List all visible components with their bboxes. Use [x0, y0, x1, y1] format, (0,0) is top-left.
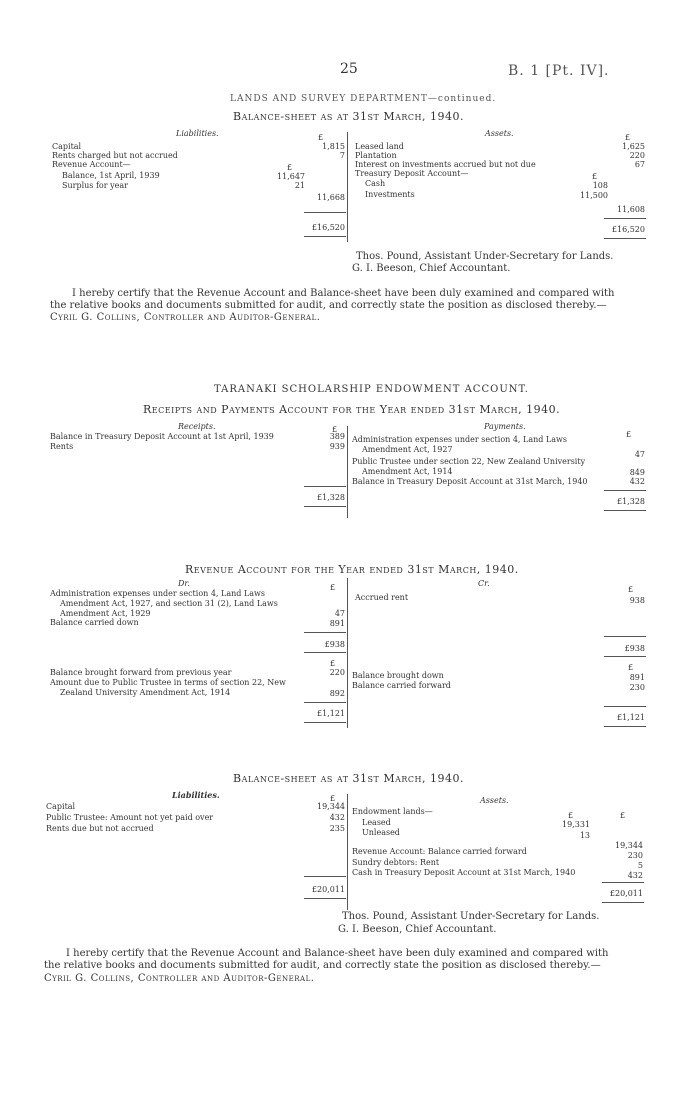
currency-symbol: £ — [628, 585, 634, 594]
ledger-label: Surplus for year — [62, 181, 128, 190]
currency-symbol: £ — [330, 659, 336, 668]
certificate-text: I hereby certify that the Revenue Account and Balance-sheet have been duly examined and compared with — [66, 948, 609, 959]
ledger-value: 5 — [637, 861, 643, 870]
ledger-label: Treasury Deposit Account— — [355, 169, 469, 178]
ledger-value: 432 — [627, 871, 643, 880]
ledger-value: 432 — [329, 813, 345, 822]
currency-symbol: £ — [626, 430, 632, 439]
ledger-label: Administration expenses under section 4, Land Laws — [50, 589, 265, 598]
ledger-label: Balance brought down — [352, 671, 444, 680]
ledger-label: Interest on investments accrued but not due — [355, 160, 536, 169]
ledger-value: 11,647 — [277, 172, 305, 181]
liabilities-heading: Liabilities. — [176, 129, 219, 138]
currency-symbol: £ — [592, 172, 598, 181]
ledger-label: Rents charged but not accrued — [52, 151, 178, 160]
assets-heading: Assets. — [480, 796, 509, 805]
ledger-label: Public Trustee: Amount not yet paid over — [46, 813, 214, 822]
ledger-label: Revenue Account: Balance carried forward — [352, 847, 527, 856]
ledger-subtotal: 11,608 — [617, 205, 645, 214]
rule — [304, 876, 346, 877]
ledger-value: 389 — [329, 432, 345, 441]
column-divider — [347, 426, 348, 518]
certificate-text: I hereby certify that the Revenue Account and Balance-sheet have been duly examined and compared with — [72, 288, 615, 299]
ledger-value: 13 — [579, 831, 590, 840]
ledger-value: 108 — [592, 181, 608, 190]
signature-line: G. I. Beeson, Chief Accountant. — [338, 924, 497, 935]
rule — [304, 236, 346, 237]
ledger-value: 47 — [334, 609, 345, 618]
ledger-label: Leased land — [355, 142, 404, 151]
rule — [602, 882, 644, 883]
payments-heading: Payments. — [484, 422, 526, 431]
currency-symbol: £ — [330, 794, 336, 803]
ledger-value: 891 — [329, 619, 345, 628]
rule — [304, 632, 346, 633]
rule — [604, 510, 646, 511]
ledger-value: 220 — [629, 151, 645, 160]
ledger-value: 47 — [634, 450, 645, 459]
balance-sheet-title: Balance-sheet as at 31st March, 1940. — [233, 772, 464, 785]
credit-heading: Cr. — [478, 579, 490, 588]
balance-sheet-title: Balance-sheet as at 31st March, 1940. — [233, 110, 464, 123]
ledger-label: Administration expenses under section 4, Land Laws — [352, 435, 567, 444]
ledger-value: 849 — [629, 468, 645, 477]
ledger-label: Cash in Treasury Deposit Account at 31st March, 1940 — [352, 868, 576, 877]
rule — [604, 636, 646, 637]
ledger-value: 220 — [329, 668, 345, 677]
ledger-label: Capital — [52, 142, 82, 151]
paper-reference: B. 1 [Pt. IV]. — [508, 63, 610, 79]
rule — [604, 238, 646, 239]
currency-symbol: £ — [330, 583, 336, 592]
ledger-label: Amendment Act, 1927 — [362, 445, 453, 454]
ledger-label: Amount due to Public Trustee in terms of section 22, New — [50, 678, 286, 687]
signature-line: Thos. Pound, Assistant Under-Secretary for Lands. — [356, 251, 614, 262]
debit-heading: Dr. — [178, 579, 190, 588]
currency-symbol: £ — [620, 811, 626, 820]
ledger-value: 7 — [339, 151, 345, 160]
column-divider — [347, 132, 348, 242]
assets-heading: Assets. — [485, 129, 514, 138]
ledger-label: Investments — [365, 190, 415, 199]
certificate-signature: Cyril G. Collins, Controller and Auditor-General. — [44, 973, 315, 984]
certificate-signature: Cyril G. Collins, Controller and Auditor-General. — [50, 312, 321, 323]
ledger-total: £20,011 — [609, 889, 643, 898]
ledger-total: £1,328 — [317, 493, 345, 502]
rule — [304, 486, 346, 487]
column-divider — [347, 660, 348, 728]
currency-symbol: £ — [628, 663, 634, 672]
ledger-label: Public Trustee under section 22, New Zealand University — [352, 457, 586, 466]
ledger-label: Balance carried down — [50, 618, 139, 627]
ledger-value: 11,500 — [580, 191, 608, 200]
ledger-label: Balance, 1st April, 1939 — [62, 171, 160, 180]
ledger-value: 19,344 — [317, 802, 345, 811]
ledger-total: £1,121 — [617, 713, 645, 722]
section-title: TARANAKI SCHOLARSHIP ENDOWMENT ACCOUNT. — [214, 384, 529, 395]
ledger-value: 230 — [627, 851, 643, 860]
liabilities-heading: Liabilities. — [172, 790, 220, 800]
ledger-total: £938 — [624, 644, 645, 653]
ledger-value: 235 — [329, 824, 345, 833]
ledger-total: £1,328 — [617, 497, 645, 506]
rule — [604, 218, 646, 219]
ledger-value: 892 — [329, 689, 345, 698]
ledger-label: Amendment Act, 1927, and section 31 (2), Land Laws — [60, 599, 278, 608]
ledger-value: 1,815 — [322, 142, 345, 151]
rule — [304, 722, 346, 723]
ledger-subtotal: 19,344 — [615, 841, 643, 850]
ledger-label: Balance carried forward — [352, 681, 451, 690]
ledger-value: 938 — [629, 596, 645, 605]
ledger-value: 432 — [629, 477, 645, 486]
signature-line: G. I. Beeson, Chief Accountant. — [352, 263, 511, 274]
ledger-label: Accrued rent — [355, 593, 409, 602]
rule — [604, 490, 646, 491]
ledger-label: Amendment Act, 1929 — [60, 609, 151, 618]
rule — [304, 702, 346, 703]
page-number: 25 — [340, 61, 358, 77]
ledger-label: Cash — [365, 179, 386, 188]
currency-symbol: £ — [625, 133, 631, 142]
ledger-total: £20,011 — [311, 885, 345, 894]
rule — [304, 652, 346, 653]
ledger-label: Leased — [362, 818, 391, 827]
ledger-total: £16,520 — [611, 225, 645, 234]
currency-symbol: £ — [332, 425, 338, 434]
rule — [604, 706, 646, 707]
ledger-value: 67 — [634, 160, 645, 169]
ledger-label: Endowment lands— — [352, 807, 433, 816]
ledger-label: Sundry debtors: Rent — [352, 858, 440, 867]
ledger-label: Rents due but not accrued — [46, 824, 154, 833]
department-title: LANDS AND SURVEY DEPARTMENT—continued. — [230, 94, 497, 104]
ledger-value: 21 — [294, 181, 305, 190]
signature-line: Thos. Pound, Assistant Under-Secretary for Lands. — [342, 911, 600, 922]
ledger-label: Revenue Account— — [52, 160, 131, 169]
ledger-label: Plantation — [355, 151, 397, 160]
column-divider — [347, 794, 348, 910]
ledger-label: Capital — [46, 802, 76, 811]
rule — [604, 726, 646, 727]
rule — [602, 902, 644, 903]
ledger-label: Rents — [50, 442, 74, 451]
ledger-label: Balance in Treasury Deposit Account at 31st March, 1940 — [352, 477, 588, 486]
rule — [604, 656, 646, 657]
ledger-label: Zealand University Amendment Act, 1914 — [60, 688, 231, 697]
ledger-value: 19,331 — [562, 820, 590, 829]
ledger-label: Balance in Treasury Deposit Account at 1st April, 1939 — [50, 432, 274, 441]
ledger-value: 230 — [629, 683, 645, 692]
ledger-total: £1,121 — [317, 709, 345, 718]
ledger-value: 1,625 — [622, 142, 645, 151]
ledger-subtotal: 11,668 — [317, 193, 345, 202]
ledger-label: Unleased — [362, 828, 400, 837]
section-title: Revenue Account for the Year ended 31st March, 1940. — [185, 563, 519, 576]
currency-symbol: £ — [287, 163, 293, 172]
currency-symbol: £ — [318, 133, 324, 142]
certificate-text: the relative books and documents submitted for audit, and correctly state the position as disclosed thereby.— — [50, 300, 607, 311]
ledger-value: 891 — [629, 673, 645, 682]
ledger-value: 939 — [329, 442, 345, 451]
currency-symbol: £ — [568, 811, 574, 820]
receipts-heading: Receipts. — [178, 422, 216, 431]
rule — [304, 898, 346, 899]
ledger-label: Amendment Act, 1914 — [362, 467, 453, 476]
ledger-label: Balance brought forward from previous year — [50, 668, 232, 677]
rule — [304, 212, 346, 213]
ledger-total: £16,520 — [311, 223, 345, 232]
ledger-total: £938 — [324, 640, 345, 649]
certificate-text: the relative books and documents submitted for audit, and correctly state the position as disclosed thereby.— — [44, 960, 601, 971]
section-subtitle: Receipts and Payments Account for the Year ended 31st March, 1940. — [143, 403, 561, 416]
rule — [304, 506, 346, 507]
